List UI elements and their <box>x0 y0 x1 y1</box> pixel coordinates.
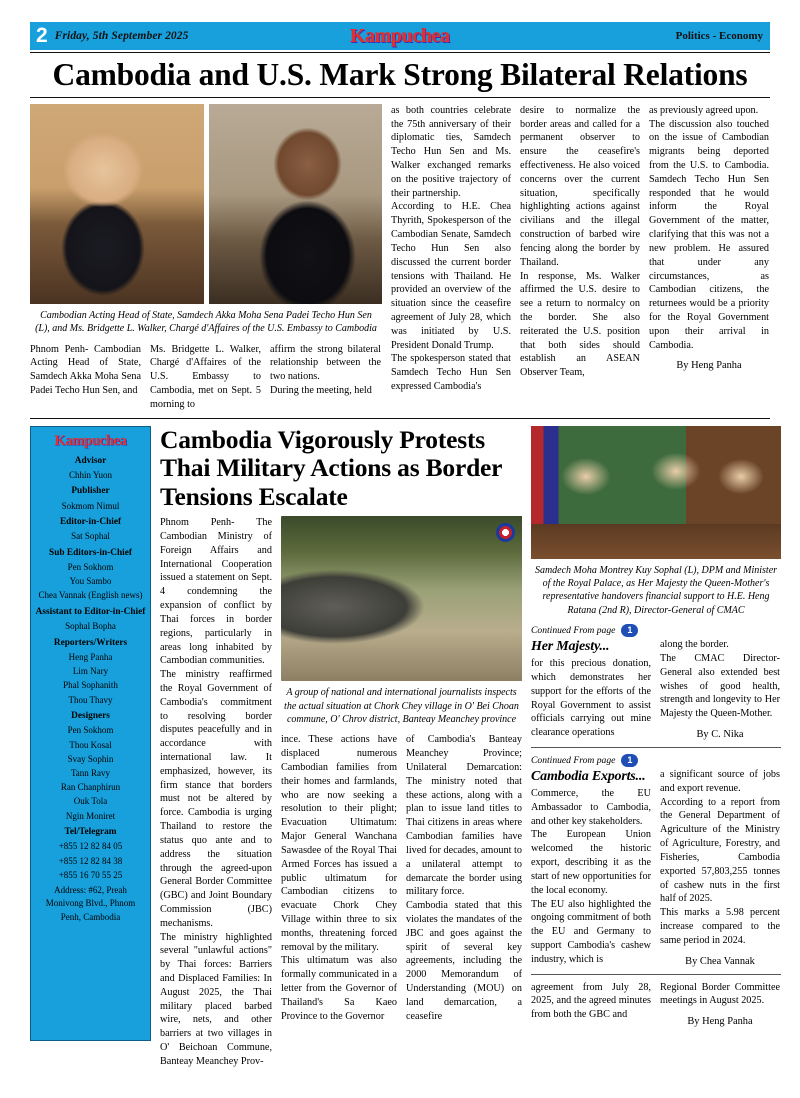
story1-photo-caption: Cambodian Acting Head of State, Samdech Akka Moha Sena Padei Techo Hun Sen (L), and Ms. Bridgette L. Walker, Chargé d'Affaires of the U.S. Embassy to Cambodia <box>35 309 377 335</box>
staff-role-editor-in-chief: Editor-in-Chief <box>59 517 122 528</box>
story2-col-3: of Cambodia's Banteay Meanchey Province; Unilateral Demarcation: The ministry noted that these actions, along with a plan to issue land titles to Thai citizens in areas where Cambodian families have lived for decades, amount to a unilateral attempt to demarcate the border using military force. Cambodia stated that this violates the mandates of the JBC and goes against the spirit of several key agreements, including the 2000 Memorandum of Understanding (MOU) on land demarcation, a ceasefire <box>406 734 522 1022</box>
continued-page-badge[interactable]: 1 <box>621 754 638 767</box>
story1-col-3: affirm the strong bilateral relationship between the two nations. During the meeting, held <box>270 343 381 396</box>
staff-name: Ngin Moniret <box>65 810 116 821</box>
story4 <box>531 754 781 967</box>
walker-photo <box>209 104 383 304</box>
staff-name: Sokmom Nimul <box>61 500 120 511</box>
story2-tail-col-1: agreement from July 28, 2025, and the agreed minutes from both the GBC and <box>531 981 651 1021</box>
staff-box <box>30 426 151 1041</box>
story1-bottom-rule <box>30 418 770 419</box>
story3 <box>531 624 781 740</box>
story2-body <box>160 516 522 1069</box>
story2-byline: By Heng Panha <box>687 1016 753 1028</box>
lower-section <box>30 424 780 1069</box>
story3-col-2: along the border. The CMAC Director-General also extended best wishes of good health, strength and longevity to Her Majesty the Queen-Mother. <box>660 639 780 720</box>
staff-name: Tann Ravy <box>70 767 111 778</box>
story2-headline: Cambodia Vigorously Protests Thai Military Actions as Border Tensions Escalate <box>160 424 502 511</box>
story2 <box>160 426 522 1069</box>
staff-name: You Sambo <box>69 576 112 587</box>
page-number: 2 <box>36 23 48 47</box>
story2-photo-caption: A group of national and international journalists inspects the actual situation at Chork Chey village in O' Bei Choan commune, O' Chrov district, Banteay Meanchey province <box>284 687 519 726</box>
story1-photo-row <box>30 104 382 304</box>
staff-role-reporters: Reporters/Writers <box>53 637 128 648</box>
staff-name: Phal Sophanith <box>63 680 118 691</box>
story2-lead-column: Phnom Penh- The Cambodian Ministry of Foreign Affairs and International Cooperation issued a statement on Sept. 4 condemning the expansion of conflict by Thai forces in border regions, particularly in areas long inhabited by Cambodian communities. The ministry reaffirmed the Royal Government of Cambodia's commitment to resolving border disputes peacefully and in accordance with international law. It emphasized, however, its firm stance that borders must not be altered by force. Cambodia is urging Thailand to restore the status quo ante and to address the situation through the agreed-upon General Border Committee (GBC) and Joint Boundary Commission (JBC) mechanisms. The ministry highlighted several "unlawful actions" by Thai forces: Barriers and Displaced Families: In August 2025, the Thai military placed barbed wire, nets, and other barriers at two villages in O' Beichoan Commune, Banteay Meanchey Prov- <box>160 517 272 1067</box>
staff-phone[interactable]: +855 16 70 55 25 <box>58 869 123 880</box>
story3-columns <box>531 638 781 740</box>
continued-page-badge[interactable]: 1 <box>621 624 638 637</box>
story1-col-4: as both countries celebrate the 75th anniversary of their diplomatic ties, Samdech Techo Hun Sen and Ms. Walker exchanged remarks on the positive trajectory of their partnership. According to H.E. Chea Thyrith, Spokesperson of the Cambodian Senate, Samdech Techo Hun Sen also discussed the current border tensions with Thailand. He provided an overview of the situation since the ceasefire agreement of July 28, which was initiated by U.S. President Donald Trump. The spokesperson stated that Samdech Techo Hun Sen expressed Cambodia's <box>391 104 511 392</box>
staff-role-tel: Tel/Telegram <box>64 827 117 838</box>
story4-kicker: Cambodia Exports... <box>531 769 646 785</box>
newspaper-page <box>0 22 800 1098</box>
story1-col-1: Phnom Penh- Cambodian Acting Head of State, Samdech Akka Moha Sena Padei Techo Hun Sen, and <box>30 343 141 396</box>
section-label: Politics - Economy <box>675 30 763 42</box>
staff-name: Sat Sophal <box>71 531 110 542</box>
staff-name: Thou Thavy <box>68 694 113 705</box>
story2-right-block <box>281 516 522 1069</box>
story4-continued-head <box>531 754 781 767</box>
story1-left-block <box>30 104 382 412</box>
story1-right-block <box>391 104 770 412</box>
story2-tail-col-2: Regional Border Committee meetings in August 2025. <box>660 981 780 1007</box>
story2-subcolumns <box>281 733 522 1023</box>
issue-date: Friday, 5th September 2025 <box>54 30 189 42</box>
staff-role-assistant: Assistant to Editor-in-Chief <box>35 607 146 618</box>
staff-role-sub-editors: Sub Editors-in-Chief <box>49 547 132 558</box>
masthead-bar <box>30 22 770 50</box>
story4-byline: By Chea Vannak <box>685 955 755 967</box>
staff-role-advisor: Advisor <box>74 455 107 466</box>
story3-kicker: Her Majesty... <box>531 639 610 655</box>
story4-columns <box>531 768 781 967</box>
story3-photo-caption: Samdech Moha Montrey Kuy Sophal (L), DPM and Minister of the Royal Palace, as Her Majesty the Queen-Mother's representative handovers financial support to H.E. Heng Ratana (2nd R), Director-General of CMAC <box>534 564 778 616</box>
staff-name: Ran Chanphirun <box>60 782 121 793</box>
hun-sen-photo <box>30 104 204 304</box>
story1-col-2: Ms. Bridgette L. Walker, Chargé d'Affaires of the U.S. Embassy to Cambodia, met on Sept. 5 morning to <box>150 343 261 410</box>
staff-name: Chea Vannak (English news) <box>38 590 143 601</box>
story1-col-5: desire to normalize the border areas and called for a permanent observer to ensure the ceasefire's effectiveness. He also voiced concerns over the current situation, specifically highlighting actions against civilians and the illegal construction of barbed wire fencing along the border by Thailand. In response, Ms. Walker affirmed the U.S. desire to see a return to normalcy on the border. She also reiterated the U.S. position that both sides should establish an ASEAN Observer Team, <box>520 104 640 379</box>
staff-name: Lim Nary <box>72 666 109 677</box>
masthead-logo: Kampuchea <box>350 24 450 47</box>
story1-byline: By Heng Panha <box>676 360 742 372</box>
story1-col-6: as previously agreed upon. The discussion also touched on the issue of Cambodian migrants being deported from the U.S. to Cambodia. Samdech Techo Hun Sen responded that he would inform the Royal Government of the matter, clarifying that this was not a new problem. He assured that under any circumstances, as Cambodian citizens, the returnees would be a priority for the Royal Government upon their arrival in Cambodia. <box>649 104 769 351</box>
continued-label: Continued From page <box>531 625 616 637</box>
channel-logo-icon <box>496 523 515 542</box>
staff-address: Address: #62, Preah Monivong Blvd., Phnom Penh, Cambodia <box>45 885 136 922</box>
staff-name: Thou Kosal <box>69 739 112 750</box>
staff-name: Ouk Tola <box>73 796 108 807</box>
staff-name: Svay Sophin <box>67 753 114 764</box>
staff-name: Pen Sokhom <box>67 562 114 573</box>
story1-headline: Cambodia and U.S. Mark Strong Bilateral Relations <box>52 57 748 92</box>
story4-bottom-rule <box>531 974 781 975</box>
staff-role-publisher: Publisher <box>71 486 110 497</box>
story3-col-1: for this precious donation, which demonstrates her support for the efforts of the Royal Government to assist officials carrying out mine clearance operations <box>531 658 651 739</box>
staff-role-designers: Designers <box>71 711 110 722</box>
barbed-wire-photo <box>281 516 522 681</box>
story3-byline: By C. Nika <box>696 729 744 741</box>
story4-col-2: a significant source of jobs and export revenue. According to a report from the General Department of Agriculture of the Ministry of Agriculture, Forestry, and Fisheries, Cambodia exported 57,803,255 tonnes of cashew nuts in the first half of 2025. This marks a 5.98 percent increase compared to the same period in 2024. <box>660 769 780 946</box>
story1-subcolumns <box>30 343 382 412</box>
staff-phone[interactable]: +855 12 82 84 38 <box>58 855 123 866</box>
staffbox-logo: Kampuchea <box>54 432 127 449</box>
story2-tail <box>531 981 781 1028</box>
staff-name: Chhin Yuon <box>69 469 112 480</box>
staff-name: Pen Sokhom <box>67 725 114 736</box>
story3-bottom-rule <box>531 747 781 748</box>
lower-columns <box>160 426 781 1069</box>
cmac-handover-photo <box>531 426 781 559</box>
story2-col-2: ince. These actions have displaced numerous Cambodian families from their homes and farmlands, who are now seeking a resolution to their plight; Evacuation Ultimatum: Major General Wanchana Sawasdee of the Royal Thai Armed Forces has issued a public ultimatum for Cambodian citizens to evacuate Chork Chey Village within three to six months, threatening forced removal by the military. This ultimatum was also formally communicated in a letter from the Governor of Thailand's Sa Kaeo Province to the Governor <box>281 734 397 1022</box>
right-rail <box>531 426 781 1069</box>
story1 <box>30 104 770 412</box>
headline-rule <box>30 97 770 98</box>
masthead-rule <box>30 52 770 53</box>
continued-label: Continued From page <box>531 755 616 767</box>
staff-name: Heng Panha <box>68 652 113 663</box>
staff-phone[interactable]: +855 12 82 84 05 <box>58 841 123 852</box>
story4-col-1: Commerce, the EU Ambassador to Cambodia, and other key stakeholders. The European Union welcomed the historic export, describing it as the start of new opportunities for the local economy. The EU also highlighted the ongoing commitment of both the EU and Germany to support Cambodia's cashew industry, which is <box>531 788 651 965</box>
staff-name: Sophal Bopha <box>65 621 116 632</box>
story3-continued-head <box>531 624 781 637</box>
